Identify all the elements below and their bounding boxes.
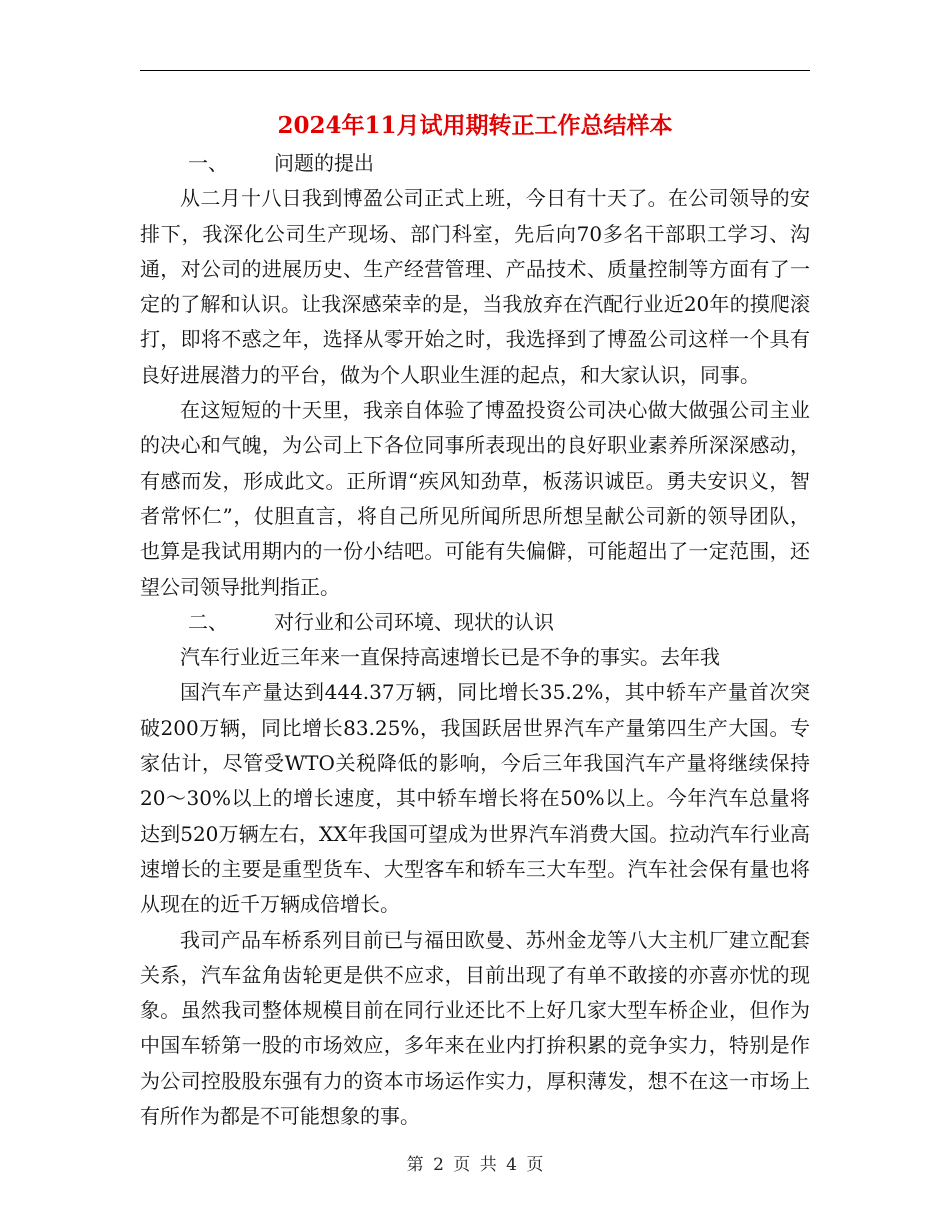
section-heading-text: 对行业和公司环境、现状的认识 [274, 609, 554, 634]
section-number: 二、 [188, 609, 228, 634]
body-paragraph: 在这短短的十天里，我亲自体验了博盈投资公司决心做大做强公司主业的决心和气魄，为公司上下各位同事所表现出的良好职业素养所深深感动，有感而发，形成此文。正所谓“疾风知劲草，板荡识诚臣。勇夫安识义，智者常怀仁”，仗胆直言，将自己所见所闻所思所想呈献公司新的领导团队，也算是我试用期内的一份小结吧。可能有失偏僻，可能超出了一定范围，还望公司领导批判指正。 [140, 398, 810, 599]
body-paragraph: 汽车行业近三年来一直保持高速增长已是不争的事实。去年我 [180, 645, 720, 670]
body-paragraph: 国汽车产量达到444.37万辆，同比增长35.2%，其中轿车产量首次突破200万辆，同比增长83.25%，我国跃居世界汽车产量第四生产大国。专家估计，尽管受WTO关税降低的影响，今后三年我国汽车产量将继续保持20～30%以上的增长速度，其中轿车增长将在50%以上。今年汽车总量将达到520万辆左右，XX年我国可望成为世界汽车消费大国。拉动汽车行业高速增长的主要是重型货车、大型客车和轿车三大车型。汽车社会保有量也将从现在的近千万辆成倍增长。 [140, 680, 810, 917]
body-paragraph: 我司产品车桥系列目前已与福田欧曼、苏州金龙等八大主机厂建立配套关系，汽车盆角齿轮更是供不应求，目前出现了有单不敢接的亦喜亦忧的现象。虽然我司整体规模目前在同行业还比不上好几家大型车桥企业，但作为中国车轿第一股的市场效应，多年来在业内打拚积累的竞争实力，特别是作为公司控股股东强有力的资本市场运作实力，厚积薄发，想不在这一市场上有所作为都是不可能想象的事。 [140, 927, 810, 1129]
body-paragraph: 从二月十八日我到博盈公司正式上班，今日有十天了。在公司领导的安排下，我深化公司生产现场、部门科室，先后向70多名干部职工学习、沟通，对公司的进展历史、生产经营管理、产品技术、质量控制等方面有了一定的了解和认识。让我深感荣幸的是，当我放弃在汽配行业近20年的摸爬滚打，即将不惑之年，选择从零开始之时，我选择到了博盈公司这样一个具有良好进展潜力的平台，做为个人职业生涯的起点，和大家认识，同事。 [140, 186, 810, 387]
section-number: 一、 [188, 151, 228, 175]
header-rule [140, 70, 810, 71]
document-title: 2024年11月试用期转正工作总结样本 [277, 112, 673, 139]
page-footer: 第 2 页 共 4 页 [406, 1155, 544, 1175]
document-body [140, 146, 810, 1134]
section-heading-text: 问题的提出 [274, 151, 374, 175]
section-heading [140, 605, 810, 640]
section-heading [140, 146, 810, 181]
